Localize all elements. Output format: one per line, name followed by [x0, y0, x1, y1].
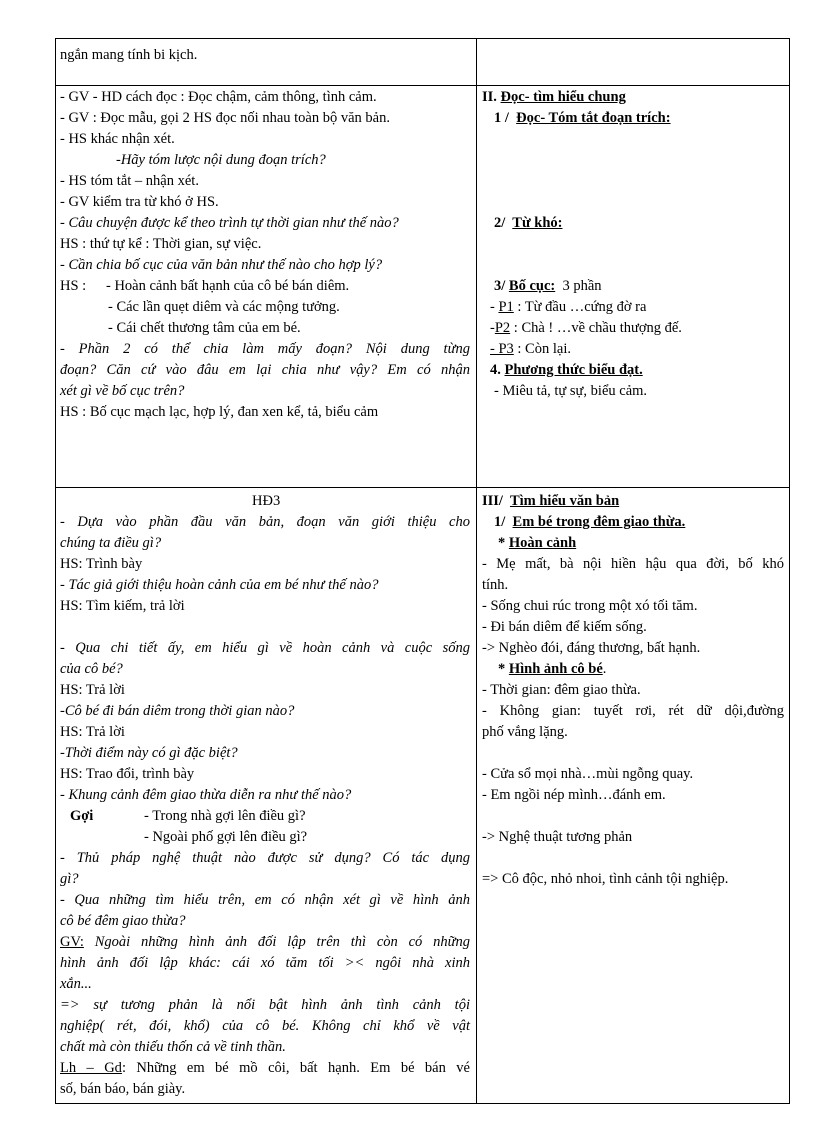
text-line: - Em ngồi nép mình…đánh em.: [482, 787, 666, 803]
row-divider-1: [56, 85, 789, 86]
text-line: phố vắng lặng.: [482, 724, 568, 740]
row3-line: GV: Ngoài những hình ảnh đối lập trên thì còn có những: [60, 934, 470, 950]
row3-line: -Thời điểm này có gì đặc biệt?: [60, 745, 238, 761]
row2-line: - GV kiểm tra từ khó ở HS.: [60, 194, 219, 210]
row2-line: - GV : Đọc mẫu, gọi 2 HS đọc nối nhau toàn bộ văn bản.: [60, 110, 390, 126]
row3-line: hình ảnh đối lập khác: cái xó tăm tối >< ngôi nhà xinh: [60, 955, 470, 971]
row2-line: HS : thứ tự kể : Thời gian, sự việc.: [60, 236, 262, 252]
row2-line: đoạn? Căn cứ vào đâu em lại chia như vậy? Em có nhận: [60, 362, 470, 378]
row2-line: - Phần 2 có thể chia làm mấy đoạn? Nội dung từng: [60, 341, 470, 357]
text-line: - Mẹ mất, bà nội hiền hậu qua đời, bố khó: [482, 556, 784, 572]
subheading: 4. Phương thức biểu đạt.: [490, 362, 643, 378]
text-line: -> Nghệ thuật tương phản: [482, 829, 633, 845]
text-line: - Sống chui rúc trong một xó tối tăm.: [482, 598, 698, 614]
row3-line: nghiệp( rét, đói, khổ) của cô bé. Không chỉ khổ về vật: [60, 1018, 470, 1034]
row2-line: - HS tóm tắt – nhận xét.: [60, 173, 199, 189]
row3-line: Lh – Gd: Những em bé mồ côi, bất hạnh. Em bé bán vé: [60, 1060, 470, 1076]
row3-line: - Qua chi tiết ấy, em hiểu gì về hoàn cảnh và cuộc sống: [60, 640, 470, 656]
subheading: 2/ Từ khó:: [494, 215, 563, 231]
row2-line: HS :: [60, 278, 87, 294]
lesson-table: [55, 38, 790, 1104]
row3-line: => sự tương phản là nổi bật hình ảnh tình cảnh tội: [60, 997, 470, 1013]
row3-line: HS: Tìm kiếm, trả lời: [60, 598, 185, 614]
subheading: * Hình ảnh cô bé.: [498, 661, 607, 677]
row2-line: - Cái chết thương tâm của em bé.: [108, 320, 301, 336]
row2-line: - Các lần quẹt diêm và các mộng tưởng.: [108, 299, 340, 315]
row2-line: - HS khác nhận xét.: [60, 131, 175, 147]
row3-line: -Cô bé đi bán diêm trong thời gian nào?: [60, 703, 295, 719]
row3-line: HĐ3: [252, 493, 281, 509]
text-line: - Không gian: tuyết rơi, rét dữ dội,đường: [482, 703, 784, 719]
row3-line: - Trong nhà gợi lên điều gì?: [144, 808, 306, 824]
row3-line: Gợi: [70, 808, 94, 824]
row2-line: - Hoàn cảnh bất hạnh của cô bé bán diêm.: [106, 278, 350, 294]
section-heading: III/ Tìm hiểu văn bản: [482, 493, 620, 509]
row1-left-text: ngắn mang tính bi kịch.: [60, 47, 198, 63]
part-item: - P1 : Từ đầu …cứng đờ ra: [490, 299, 647, 315]
row2-line: - Câu chuyện được kể theo trình tự thời gian như thế nào?: [60, 215, 399, 231]
subheading: 3/ Bố cục: 3 phần: [494, 278, 602, 294]
subheading: * Hoàn cảnh: [498, 535, 577, 551]
row2-line: HS : Bố cục mạch lạc, hợp lý, đan xen kể, tả, biểu cảm: [60, 404, 379, 420]
row3-line: - Qua những tìm hiểu trên, em có nhận xét gì về hình ảnh: [60, 892, 470, 908]
row3-line: - Khung cảnh đêm giao thừa diễn ra như thế nào?: [60, 787, 352, 803]
row3-line: HS: Trao đổi, trình bày: [60, 766, 195, 782]
part-item: - P3 : Còn lại.: [490, 341, 571, 357]
text-line: => Cô độc, nhỏ nhoi, tình cảnh tội nghiệp.: [482, 871, 729, 887]
row3-line: - Thủ pháp nghệ thuật nào được sử dụng? Có tác dụng: [60, 850, 470, 866]
section-heading: II. Đọc- tìm hiểu chung: [482, 89, 626, 105]
row3-line: gì?: [60, 871, 79, 887]
text-line: tính.: [482, 577, 509, 593]
row3-line: HS: Trả lời: [60, 682, 125, 698]
subheading: 1/ Em bé trong đêm giao thừa.: [494, 514, 686, 530]
row3-line: số, bán báo, bán giày.: [60, 1081, 186, 1097]
row3-line: HS: Trình bày: [60, 556, 143, 572]
text-line: - Cửa sổ mọi nhà…mùi ngỗng quay.: [482, 766, 694, 782]
row2-line: xét gì về bố cục trên?: [60, 383, 185, 399]
row3-line: chất mà còn thiếu thốn cả về tinh thần.: [60, 1039, 286, 1055]
text-line: -> Nghèo đói, đáng thương, bất hạnh.: [482, 640, 701, 656]
text-line: - Miêu tả, tự sự, biểu cảm.: [494, 383, 648, 399]
row3-line: của cô bé?: [60, 661, 123, 677]
column-divider: [476, 39, 477, 1103]
row2-line: - Cần chia bố cục của văn bản như thế nào cho hợp lý?: [60, 257, 383, 273]
subheading: 1 / Đọc- Tóm tắt đoạn trích:: [494, 110, 671, 126]
row3-line: - Ngoài phố gợi lên điều gì?: [144, 829, 308, 845]
row3-line: - Tác giả giới thiệu hoàn cảnh của em bé như thế nào?: [60, 577, 379, 593]
row3-line: xắn...: [60, 976, 92, 992]
row3-line: HS: Trả lời: [60, 724, 125, 740]
row2-line: - GV - HD cách đọc : Đọc chậm, cảm thông, tình cảm.: [60, 89, 377, 105]
row3-line: chúng ta điều gì?: [60, 535, 162, 551]
row3-line: cô bé đêm giao thừa?: [60, 913, 186, 929]
row2-line: -Hãy tóm lược nội dung đoạn trích?: [116, 152, 326, 168]
part-item: -P2 : Chà ! …về chầu thượng đế.: [490, 320, 682, 336]
row-divider-2: [56, 487, 789, 488]
text-line: - Thời gian: đêm giao thừa.: [482, 682, 641, 698]
text-line: - Đi bán diêm để kiếm sống.: [482, 619, 647, 635]
row3-line: - Dựa vào phần đầu văn bản, đoạn văn giới thiệu cho: [60, 514, 470, 530]
